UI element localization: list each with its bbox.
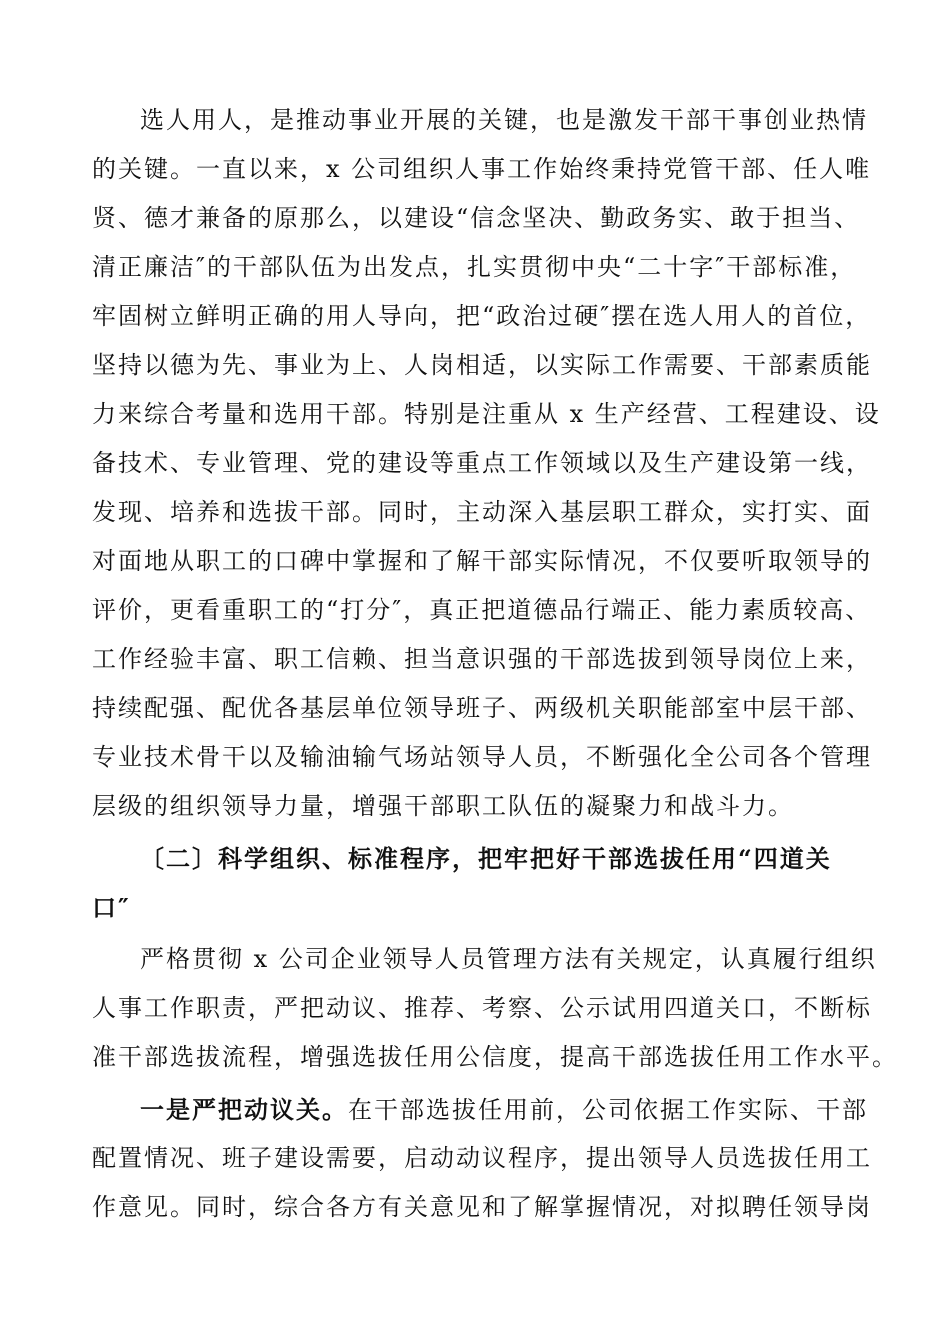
text-line: 贤、德才兼备的原那么，以建设“信念坚决、勤政务实、敢于担当、 — [92, 204, 861, 232]
text-line: 专业技术骨干以及输油输气场站领导人员，不断强化全公司各个管理 — [92, 743, 872, 771]
text-line: 人事工作职责，严把动议、推荐、考察、公示试用四道关口，不断标 — [92, 994, 872, 1022]
paragraph-selection-principles — [92, 96, 881, 831]
text-line: 准干部选拔流程，增强选拔任用公信度，提高干部选拔任用工作水平。 — [92, 1043, 898, 1071]
text-line: 作意见。同时，综合各方有关意见和了解掌握情况，对拟聘任领导岗 — [92, 1193, 872, 1221]
text-line: 清正廉洁″的干部队伍为出发点，扎实贯彻中央“二十字″干部标准， — [92, 253, 857, 281]
text-line: 配置情况、班子建设需要，启动动议程序，提出领导人员选拔任用工 — [92, 1144, 872, 1172]
text-line: 工作经验丰富、职工信赖、担当意识强的干部选拔到领导岗位上来， — [92, 645, 872, 673]
heading-line: 〔二〕科学组织、标准程序，把牢把好干部选拔任用“四道关 — [140, 844, 832, 873]
text-line: 评价，更看重职工的“打分″，真正把道德品行端正、能力素质较高、 — [92, 596, 872, 624]
section-heading-four-gates — [92, 834, 868, 932]
text-line — [92, 1085, 868, 1134]
document-body — [92, 96, 898, 1232]
text-line: 备技术、专业管理、党的建设等重点工作领域以及生产建设第一线， — [92, 449, 872, 477]
text-line: 持续配强、配优各基层单位领导班子、两级机关职能部室中层干部、 — [92, 694, 872, 722]
text-line: 选人用人，是推动事业开展的关键，也是激发干部干事创业热情 — [140, 106, 868, 134]
paragraph-proposal-gate — [92, 1085, 872, 1232]
text-line: 的关键。一直以来，x 公司组织人事工作始终秉持党管干部、任人唯 — [92, 155, 872, 183]
text-line: 力来综合考量和选用干部。特别是注重从 x 生产经营、工程建设、设 — [92, 400, 881, 428]
text-line: 牢固树立鲜明正确的用人导向，把“政治过硬″摆在选人用人的首位， — [92, 302, 872, 330]
text-line: 对面地从职工的口碑中掌握和了解干部实际情况，不仅要听取领导的 — [92, 547, 872, 575]
text-line: 严格贯彻 x 公司企业领导人员管理方法有关规定，认真履行组织 — [140, 945, 877, 973]
heading-line: 口″ — [92, 893, 131, 922]
text-line: 层级的组织领导力量，增强干部职工队伍的凝聚力和战斗力。 — [92, 792, 794, 820]
paragraph-strict-implementation — [92, 935, 898, 1082]
bold-lead-text: 一是严把动议关。 — [140, 1095, 348, 1124]
text-segment: 在干部选拔任用前，公司依据工作实际、干部 — [348, 1096, 868, 1124]
text-line: 坚持以德为先、事业为上、人岗相适，以实际工作需要、干部素质能 — [92, 351, 872, 379]
text-line: 发现、培养和选拔干部。同时，主动深入基层职工群众，实打实、面 — [92, 498, 872, 526]
